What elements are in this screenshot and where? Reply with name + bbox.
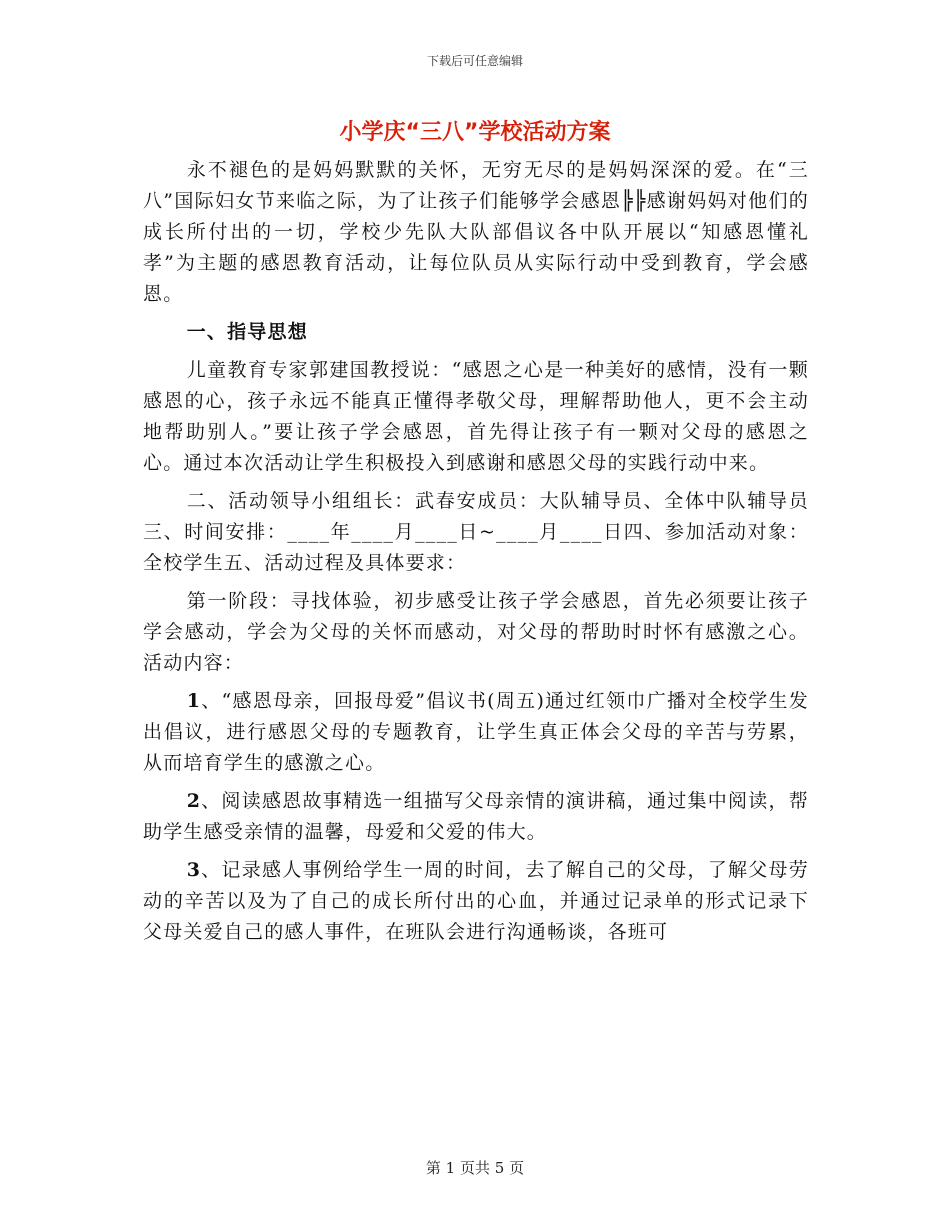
page-footer: 第 1 页共 5 页	[425, 1159, 525, 1177]
activity-item-2	[143, 786, 809, 848]
activity-item-1	[143, 686, 809, 779]
document-body	[143, 155, 809, 948]
stage-one-paragraph: 第一阶段：寻找体验，初步感受让孩子学会感恩，首先必须要让孩子学会感动，学会为父母的关怀而感动，对父母的帮助时时怀有感激之心。活动内容：	[143, 590, 809, 674]
activity-item-1-text: 、“感恩母亲，回报母爱”倡议书(周五)通过红领巾广播对全校学生发出倡议，进行感恩父母的专题教育，让学生真正体会父母的辛苦与劳累，从而培育学生的感激之心。	[143, 690, 809, 774]
activity-item-3-number: 3	[186, 859, 202, 881]
document-title: 小学庆“三八”学校活动方案	[339, 120, 611, 145]
activity-item-3-text: 、记录感人事例给学生一周的时间，去了解自己的父母，了解父母劳动的辛苦以及为了自己的成长所付出的心血，并通过记录单的形式记录下父母关爱自己的感人事件，在班队会进行沟通畅谈，各班可	[143, 859, 809, 943]
page-header: 下载后可任意编辑	[426, 54, 523, 68]
activity-item-2-number: 2	[186, 790, 202, 812]
section-paragraph-organization: 二、活动领导小组组长：武春安成员：大队辅导员、全体中队辅导员三、时间安排：____年____月____日~____月____日四、参加活动对象：全校学生五、活动过程及具体要求：	[143, 490, 809, 574]
activity-item-3	[143, 855, 809, 948]
activity-item-2-text: 、阅读感恩故事精选一组描写父母亲情的演讲稿，通过集中阅读，帮助学生感受亲情的温馨，母爱和父爱的伟大。	[143, 790, 809, 843]
section-heading-guiding-ideology: 一、指导思想	[186, 321, 308, 343]
intro-paragraph: 永不褪色的是妈妈默默的关怀，无穷无尽的是妈妈深深的爱。在“三八”国际妇女节来临之际，为了让孩子们能够学会感恩╠╠感谢妈妈对他们的成长所付出的一切，学校少先队大队部倡议各中队开展以“知感恩懂礼孝”为主题的感恩教育活动，让每位队员从实际行动中受到教育，学会感恩。	[143, 159, 809, 305]
activity-item-1-number: 1	[186, 690, 202, 712]
section-paragraph-guiding-ideology: 儿童教育专家郭建国教授说：“感恩之心是一种美好的感情，没有一颗感恩的心，孩子永远不能真正懂得孝敬父母，理解帮助他人，更不会主动地帮助别人。”要让孩子学会感恩，首先得让孩子有一颗对父母的感恩之心。通过本次活动让学生积极投入到感谢和感恩父母的实践行动中来。	[143, 359, 809, 474]
